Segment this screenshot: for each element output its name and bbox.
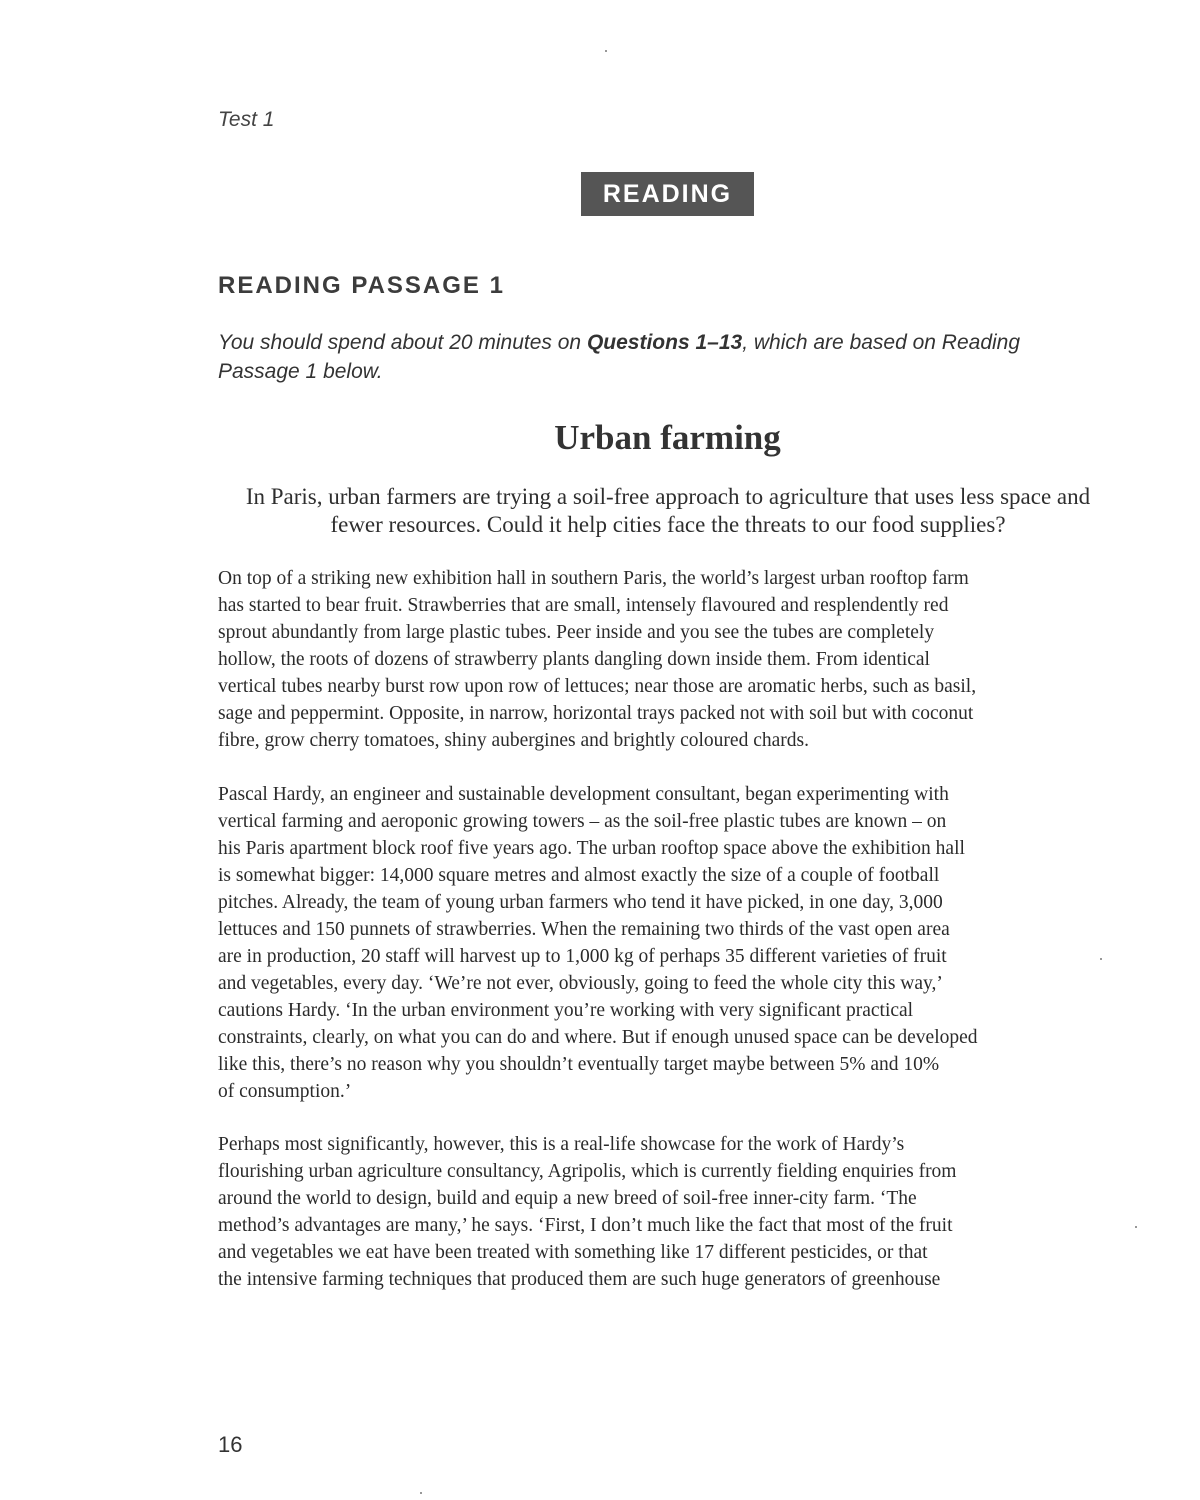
body-line: his Paris apartment block roof five years ago. The urban rooftop space above the exhibition hall (218, 838, 965, 859)
body-line: Pascal Hardy, an engineer and sustainable development consultant, began experimenting with (218, 784, 949, 805)
body-line: and vegetables we eat have been treated with something like 17 different pesticides, or that (218, 1242, 928, 1263)
body-line: has started to bear fruit. Strawberries that are small, intensely flavoured and resplendently red (218, 595, 949, 616)
body-paragraph-1 (218, 565, 1118, 754)
body-line: like this, there’s no reason why you shouldn’t eventually target maybe between 5% and 10% (218, 1054, 940, 1075)
body-paragraph-3 (218, 1131, 1118, 1293)
body-line: method’s advantages are many,’ he says. ‘First, I don’t much like the fact that most of the fruit (218, 1215, 953, 1236)
scan-speck (1100, 958, 1102, 960)
standfirst-line: In Paris, urban farmers are trying a soil-free approach to agriculture that uses less (245, 484, 995, 509)
instruction-pre: You should spend about 20 minutes on (218, 331, 587, 354)
body-line: around the world to design, build and equip a new breed of soil-free inner-city farm. ‘The (218, 1188, 917, 1209)
body-line: and vegetables, every day. ‘We’re not ever, obviously, going to feed the whole city this way,’ (218, 973, 943, 994)
instruction-line2: Passage 1 below. (218, 360, 383, 383)
body-line: sage and peppermint. Opposite, in narrow, horizontal trays packed not with soil but with coconut (218, 703, 974, 724)
scan-speck (420, 1492, 422, 1494)
running-head: Test 1 (218, 108, 275, 131)
body-line: hollow, the roots of dozens of strawberry plants dangling down inside them. From identical (218, 649, 930, 670)
instruction-post: , which are based on Reading (742, 331, 1021, 354)
body-line: the intensive farming techniques that produced them are such huge generators of greenhouse (218, 1269, 941, 1290)
body-line: fibre, grow cherry tomatoes, shiny aubergines and brightly coloured chards. (218, 730, 809, 751)
scan-speck (605, 50, 607, 52)
body-line: flourishing urban agriculture consultancy, Agripolis, which is currently fielding enquiries from (218, 1161, 957, 1182)
body-paragraph-2 (218, 781, 1118, 1105)
body-line: sprout abundantly from large plastic tubes. Peer inside and you see the tubes are completely (218, 622, 935, 643)
body-line: is somewhat bigger: 14,000 square metres and almost exactly the size of a couple of football (218, 865, 940, 886)
body-line: of consumption.’ (218, 1081, 352, 1102)
section-banner: READING (581, 172, 754, 216)
body-line: On top of a striking new exhibition hall in southern Paris, the world’s largest urban rooftop farm (218, 568, 969, 589)
body-line: lettuces and 150 punnets of strawberries. When the remaining two thirds of the vast open area (218, 919, 950, 940)
body-line: are in production, 20 staff will harvest up to 1,000 kg of perhaps 35 different varieties of fruit (218, 946, 947, 967)
instruction-questions: Questions 1–13 (586, 331, 743, 354)
passage-heading: READING PASSAGE 1 (218, 272, 505, 299)
standfirst (218, 483, 1118, 539)
body-line: Perhaps most significantly, however, this is a real-life showcase for the work of Hardy’s (218, 1134, 905, 1155)
instruction-text (218, 328, 1118, 386)
body-line: constraints, clearly, on what you can do and where. But if enough unused space can be developed (218, 1027, 978, 1048)
standfirst-line: space and fewer resources. Could it help cities face the threats to our food supplies? (330, 484, 1091, 537)
article-title: Urban farming (554, 418, 781, 457)
body-line: vertical tubes nearby burst row upon row of lettuces; near those are aromatic herbs, such as basil, (218, 676, 977, 697)
body-line: cautions Hardy. ‘In the urban environment you’re working with very significant practical (218, 1000, 914, 1021)
page-number: 16 (218, 1432, 243, 1457)
body-line: pitches. Already, the team of young urban farmers who tend it have picked, in one day, 3,000 (218, 892, 943, 913)
body-line: vertical farming and aeroponic growing towers – as the soil-free plastic tubes are known – on (218, 811, 947, 832)
scan-speck (1135, 1226, 1137, 1228)
